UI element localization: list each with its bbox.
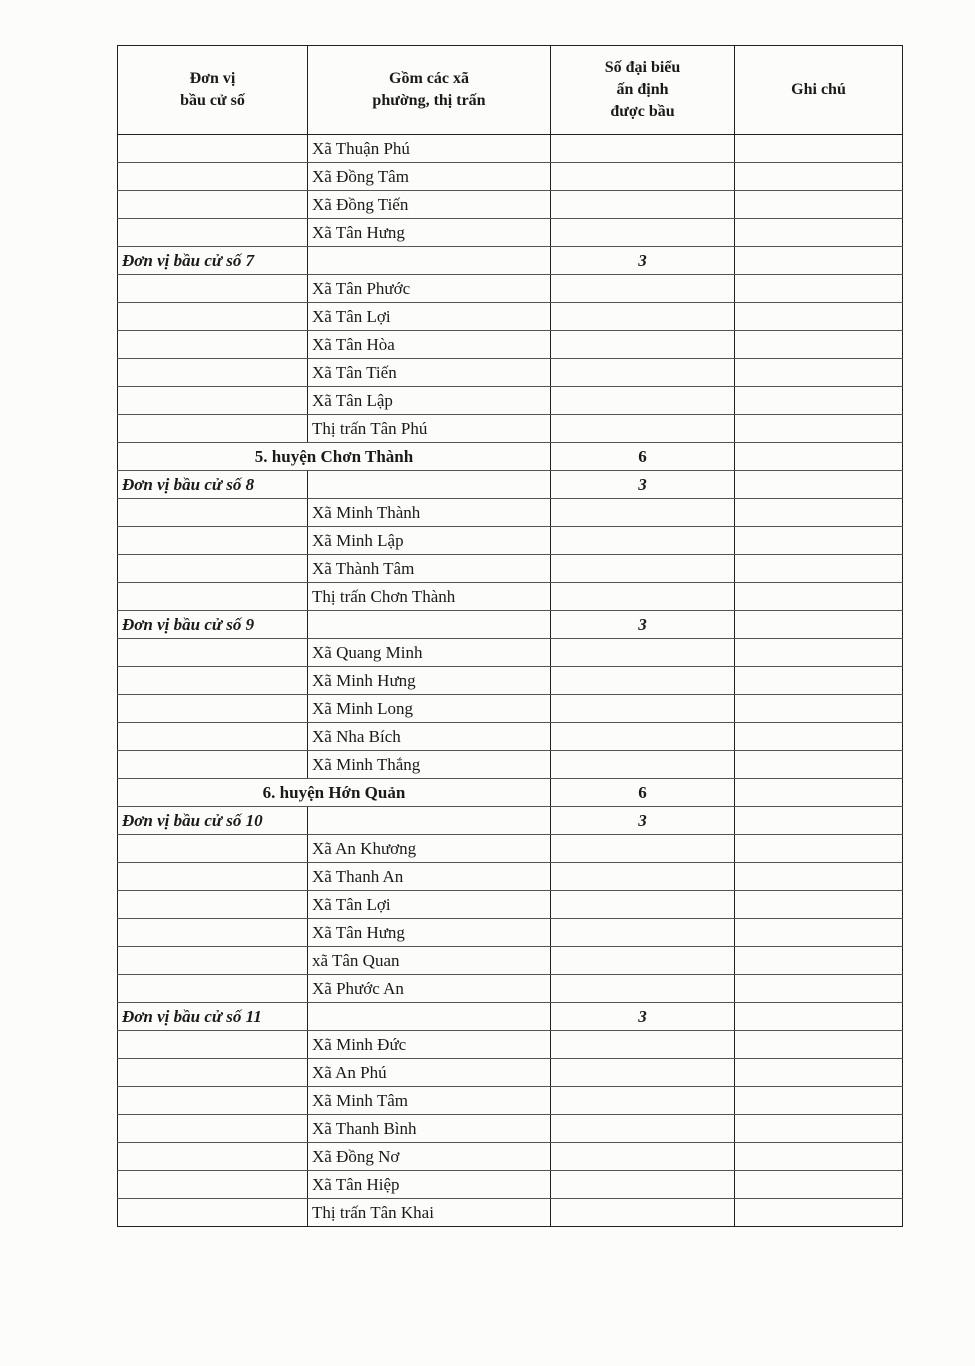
delegate-count-cell xyxy=(551,583,735,611)
delegate-count-cell xyxy=(551,919,735,947)
table-row xyxy=(118,415,903,443)
delegate-count-cell xyxy=(551,499,735,527)
notes-cell xyxy=(735,443,903,471)
table-row xyxy=(118,1003,903,1031)
notes-cell xyxy=(735,835,903,863)
table-row xyxy=(118,1031,903,1059)
notes-cell xyxy=(735,639,903,667)
delegate-count-cell xyxy=(551,863,735,891)
election-unit-cell xyxy=(118,1031,308,1059)
commune-cell: Thị trấn Chơn Thành xyxy=(308,583,551,611)
delegate-count-cell xyxy=(551,1087,735,1115)
commune-cell: Xã Tân Hòa xyxy=(308,331,551,359)
election-unit-cell xyxy=(118,555,308,583)
election-unit-cell xyxy=(118,1199,308,1227)
notes-cell xyxy=(735,919,903,947)
header-notes: Ghi chú xyxy=(735,46,903,135)
commune-cell: Xã Thanh Bình xyxy=(308,1115,551,1143)
table-row xyxy=(118,1087,903,1115)
election-unit-cell xyxy=(118,1115,308,1143)
election-unit-cell xyxy=(118,163,308,191)
notes-cell xyxy=(735,1199,903,1227)
commune-cell: Xã Thanh An xyxy=(308,863,551,891)
notes-cell xyxy=(735,415,903,443)
commune-cell: Xã Tân Hưng xyxy=(308,919,551,947)
header-election-unit: Đơn vị bầu cử số xyxy=(118,46,308,135)
notes-cell xyxy=(735,751,903,779)
table-body xyxy=(118,135,903,1227)
election-unit-cell: Đơn vị bầu cử số 11 xyxy=(118,1003,308,1031)
election-unit-cell xyxy=(118,359,308,387)
delegate-count-cell xyxy=(551,1171,735,1199)
commune-cell: Xã Nha Bích xyxy=(308,723,551,751)
table-row xyxy=(118,1171,903,1199)
notes-cell xyxy=(735,247,903,275)
notes-cell xyxy=(735,359,903,387)
table-row xyxy=(118,555,903,583)
notes-cell xyxy=(735,499,903,527)
table-row xyxy=(118,1143,903,1171)
commune-cell xyxy=(308,471,551,499)
table-row xyxy=(118,191,903,219)
delegate-count-cell: 3 xyxy=(551,807,735,835)
notes-cell xyxy=(735,975,903,1003)
commune-cell xyxy=(308,807,551,835)
header-delegate-count: Số đại biểu ấn định được bầu xyxy=(551,46,735,135)
election-unit-cell xyxy=(118,1171,308,1199)
election-unit-cell xyxy=(118,1143,308,1171)
table-row xyxy=(118,751,903,779)
notes-cell xyxy=(735,135,903,163)
delegate-count-cell xyxy=(551,359,735,387)
delegate-count-cell xyxy=(551,947,735,975)
delegate-count-cell xyxy=(551,331,735,359)
notes-cell xyxy=(735,695,903,723)
election-unit-cell xyxy=(118,863,308,891)
table-row xyxy=(118,135,903,163)
delegate-count-cell xyxy=(551,527,735,555)
election-unit-cell xyxy=(118,975,308,1003)
notes-cell xyxy=(735,331,903,359)
delegate-count-cell: 3 xyxy=(551,1003,735,1031)
election-unit-cell xyxy=(118,723,308,751)
header-communes: Gồm các xã phường, thị trấn xyxy=(308,46,551,135)
commune-cell xyxy=(308,611,551,639)
table-row xyxy=(118,639,903,667)
notes-cell xyxy=(735,1143,903,1171)
delegate-count-cell xyxy=(551,387,735,415)
delegate-count-cell xyxy=(551,303,735,331)
delegate-count-cell: 6 xyxy=(551,443,735,471)
table-row xyxy=(118,163,903,191)
commune-cell: Xã Quang Minh xyxy=(308,639,551,667)
commune-cell: Xã Tân Hiệp xyxy=(308,1171,551,1199)
election-unit-cell xyxy=(118,415,308,443)
table-row xyxy=(118,695,903,723)
table-row xyxy=(118,471,903,499)
delegate-count-cell xyxy=(551,1059,735,1087)
notes-cell xyxy=(735,275,903,303)
table-row xyxy=(118,1199,903,1227)
election-unit-cell xyxy=(118,695,308,723)
delegate-count-cell xyxy=(551,975,735,1003)
commune-cell: Thị trấn Tân Khai xyxy=(308,1199,551,1227)
delegate-count-cell xyxy=(551,891,735,919)
commune-cell: Thị trấn Tân Phú xyxy=(308,415,551,443)
commune-cell: Xã Đồng Tâm xyxy=(308,163,551,191)
delegate-count-cell xyxy=(551,1199,735,1227)
district-name-cell: 5. huyện Chơn Thành xyxy=(118,443,551,471)
delegate-count-cell xyxy=(551,219,735,247)
table-row xyxy=(118,331,903,359)
commune-cell: Xã Tân Phước xyxy=(308,275,551,303)
commune-cell: Xã Minh Thành xyxy=(308,499,551,527)
commune-cell: Xã Tân Tiến xyxy=(308,359,551,387)
notes-cell xyxy=(735,163,903,191)
table-row xyxy=(118,667,903,695)
commune-cell: xã Tân Quan xyxy=(308,947,551,975)
notes-cell xyxy=(735,583,903,611)
notes-cell xyxy=(735,1171,903,1199)
commune-cell: Xã Tân Lợi xyxy=(308,303,551,331)
table-row xyxy=(118,303,903,331)
election-unit-cell xyxy=(118,751,308,779)
table-row xyxy=(118,723,903,751)
table-row xyxy=(118,583,903,611)
election-unit-cell xyxy=(118,387,308,415)
election-unit-cell xyxy=(118,219,308,247)
election-unit-cell: Đơn vị bầu cử số 10 xyxy=(118,807,308,835)
delegate-count-cell xyxy=(551,163,735,191)
delegate-count-cell xyxy=(551,415,735,443)
election-unit-cell xyxy=(118,135,308,163)
table-row xyxy=(118,247,903,275)
notes-cell xyxy=(735,303,903,331)
notes-cell xyxy=(735,723,903,751)
notes-cell xyxy=(735,219,903,247)
commune-cell: Xã Thuận Phú xyxy=(308,135,551,163)
table-row xyxy=(118,275,903,303)
election-unit-cell xyxy=(118,303,308,331)
delegate-count-cell xyxy=(551,135,735,163)
election-unit-cell: Đơn vị bầu cử số 9 xyxy=(118,611,308,639)
table-row xyxy=(118,219,903,247)
header-row xyxy=(118,46,903,135)
commune-cell: Xã Minh Long xyxy=(308,695,551,723)
table-row xyxy=(118,359,903,387)
delegate-count-cell xyxy=(551,1031,735,1059)
election-unit-cell xyxy=(118,1087,308,1115)
election-unit-cell xyxy=(118,499,308,527)
commune-cell: Xã Minh Tâm xyxy=(308,1087,551,1115)
election-unit-cell xyxy=(118,891,308,919)
table-row xyxy=(118,891,903,919)
delegate-count-cell: 3 xyxy=(551,247,735,275)
election-unit-cell xyxy=(118,583,308,611)
table-row xyxy=(118,443,903,471)
commune-cell: Xã Phước An xyxy=(308,975,551,1003)
notes-cell xyxy=(735,387,903,415)
election-unit-cell: Đơn vị bầu cử số 8 xyxy=(118,471,308,499)
notes-cell xyxy=(735,611,903,639)
delegate-count-cell: 3 xyxy=(551,611,735,639)
commune-cell: Xã Minh Thắng xyxy=(308,751,551,779)
delegate-count-cell xyxy=(551,751,735,779)
election-unit-cell xyxy=(118,947,308,975)
notes-cell xyxy=(735,1031,903,1059)
election-unit-cell xyxy=(118,331,308,359)
delegate-count-cell xyxy=(551,1115,735,1143)
notes-cell xyxy=(735,1115,903,1143)
delegate-count-cell xyxy=(551,695,735,723)
notes-cell xyxy=(735,891,903,919)
election-unit-cell xyxy=(118,191,308,219)
election-unit-cell xyxy=(118,639,308,667)
commune-cell: Xã Tân Lợi xyxy=(308,891,551,919)
notes-cell xyxy=(735,471,903,499)
delegate-count-cell xyxy=(551,723,735,751)
table-row xyxy=(118,919,903,947)
notes-cell xyxy=(735,555,903,583)
commune-cell: Xã Minh Lập xyxy=(308,527,551,555)
delegate-count-cell xyxy=(551,835,735,863)
table-row xyxy=(118,835,903,863)
commune-cell xyxy=(308,1003,551,1031)
table-row xyxy=(118,807,903,835)
election-unit-cell xyxy=(118,527,308,555)
commune-cell: Xã An Khương xyxy=(308,835,551,863)
notes-cell xyxy=(735,947,903,975)
election-unit-cell xyxy=(118,1059,308,1087)
notes-cell xyxy=(735,779,903,807)
commune-cell: Xã Tân Lập xyxy=(308,387,551,415)
table-row xyxy=(118,527,903,555)
election-unit-cell xyxy=(118,275,308,303)
delegate-count-cell xyxy=(551,639,735,667)
delegate-count-cell xyxy=(551,1143,735,1171)
table-row xyxy=(118,779,903,807)
delegate-count-cell xyxy=(551,555,735,583)
commune-cell: Xã Đồng Nơ xyxy=(308,1143,551,1171)
commune-cell: Xã An Phú xyxy=(308,1059,551,1087)
notes-cell xyxy=(735,863,903,891)
table-row xyxy=(118,863,903,891)
commune-cell: Xã Thành Tâm xyxy=(308,555,551,583)
commune-cell: Xã Đồng Tiến xyxy=(308,191,551,219)
election-unit-cell xyxy=(118,919,308,947)
commune-cell: Xã Tân Hưng xyxy=(308,219,551,247)
commune-cell xyxy=(308,247,551,275)
delegate-count-cell: 3 xyxy=(551,471,735,499)
commune-cell: Xã Minh Đức xyxy=(308,1031,551,1059)
notes-cell xyxy=(735,191,903,219)
table-row xyxy=(118,975,903,1003)
notes-cell xyxy=(735,527,903,555)
table-row xyxy=(118,1115,903,1143)
notes-cell xyxy=(735,1059,903,1087)
delegate-count-cell xyxy=(551,191,735,219)
election-units-table xyxy=(117,45,903,1227)
delegate-count-cell: 6 xyxy=(551,779,735,807)
notes-cell xyxy=(735,1003,903,1031)
election-unit-cell: Đơn vị bầu cử số 7 xyxy=(118,247,308,275)
notes-cell xyxy=(735,807,903,835)
election-unit-cell xyxy=(118,667,308,695)
election-unit-cell xyxy=(118,835,308,863)
table-row xyxy=(118,387,903,415)
table-row xyxy=(118,947,903,975)
delegate-count-cell xyxy=(551,667,735,695)
district-name-cell: 6. huyện Hớn Quản xyxy=(118,779,551,807)
notes-cell xyxy=(735,667,903,695)
table-row xyxy=(118,611,903,639)
delegate-count-cell xyxy=(551,275,735,303)
commune-cell: Xã Minh Hưng xyxy=(308,667,551,695)
notes-cell xyxy=(735,1087,903,1115)
table-row xyxy=(118,499,903,527)
table-row xyxy=(118,1059,903,1087)
